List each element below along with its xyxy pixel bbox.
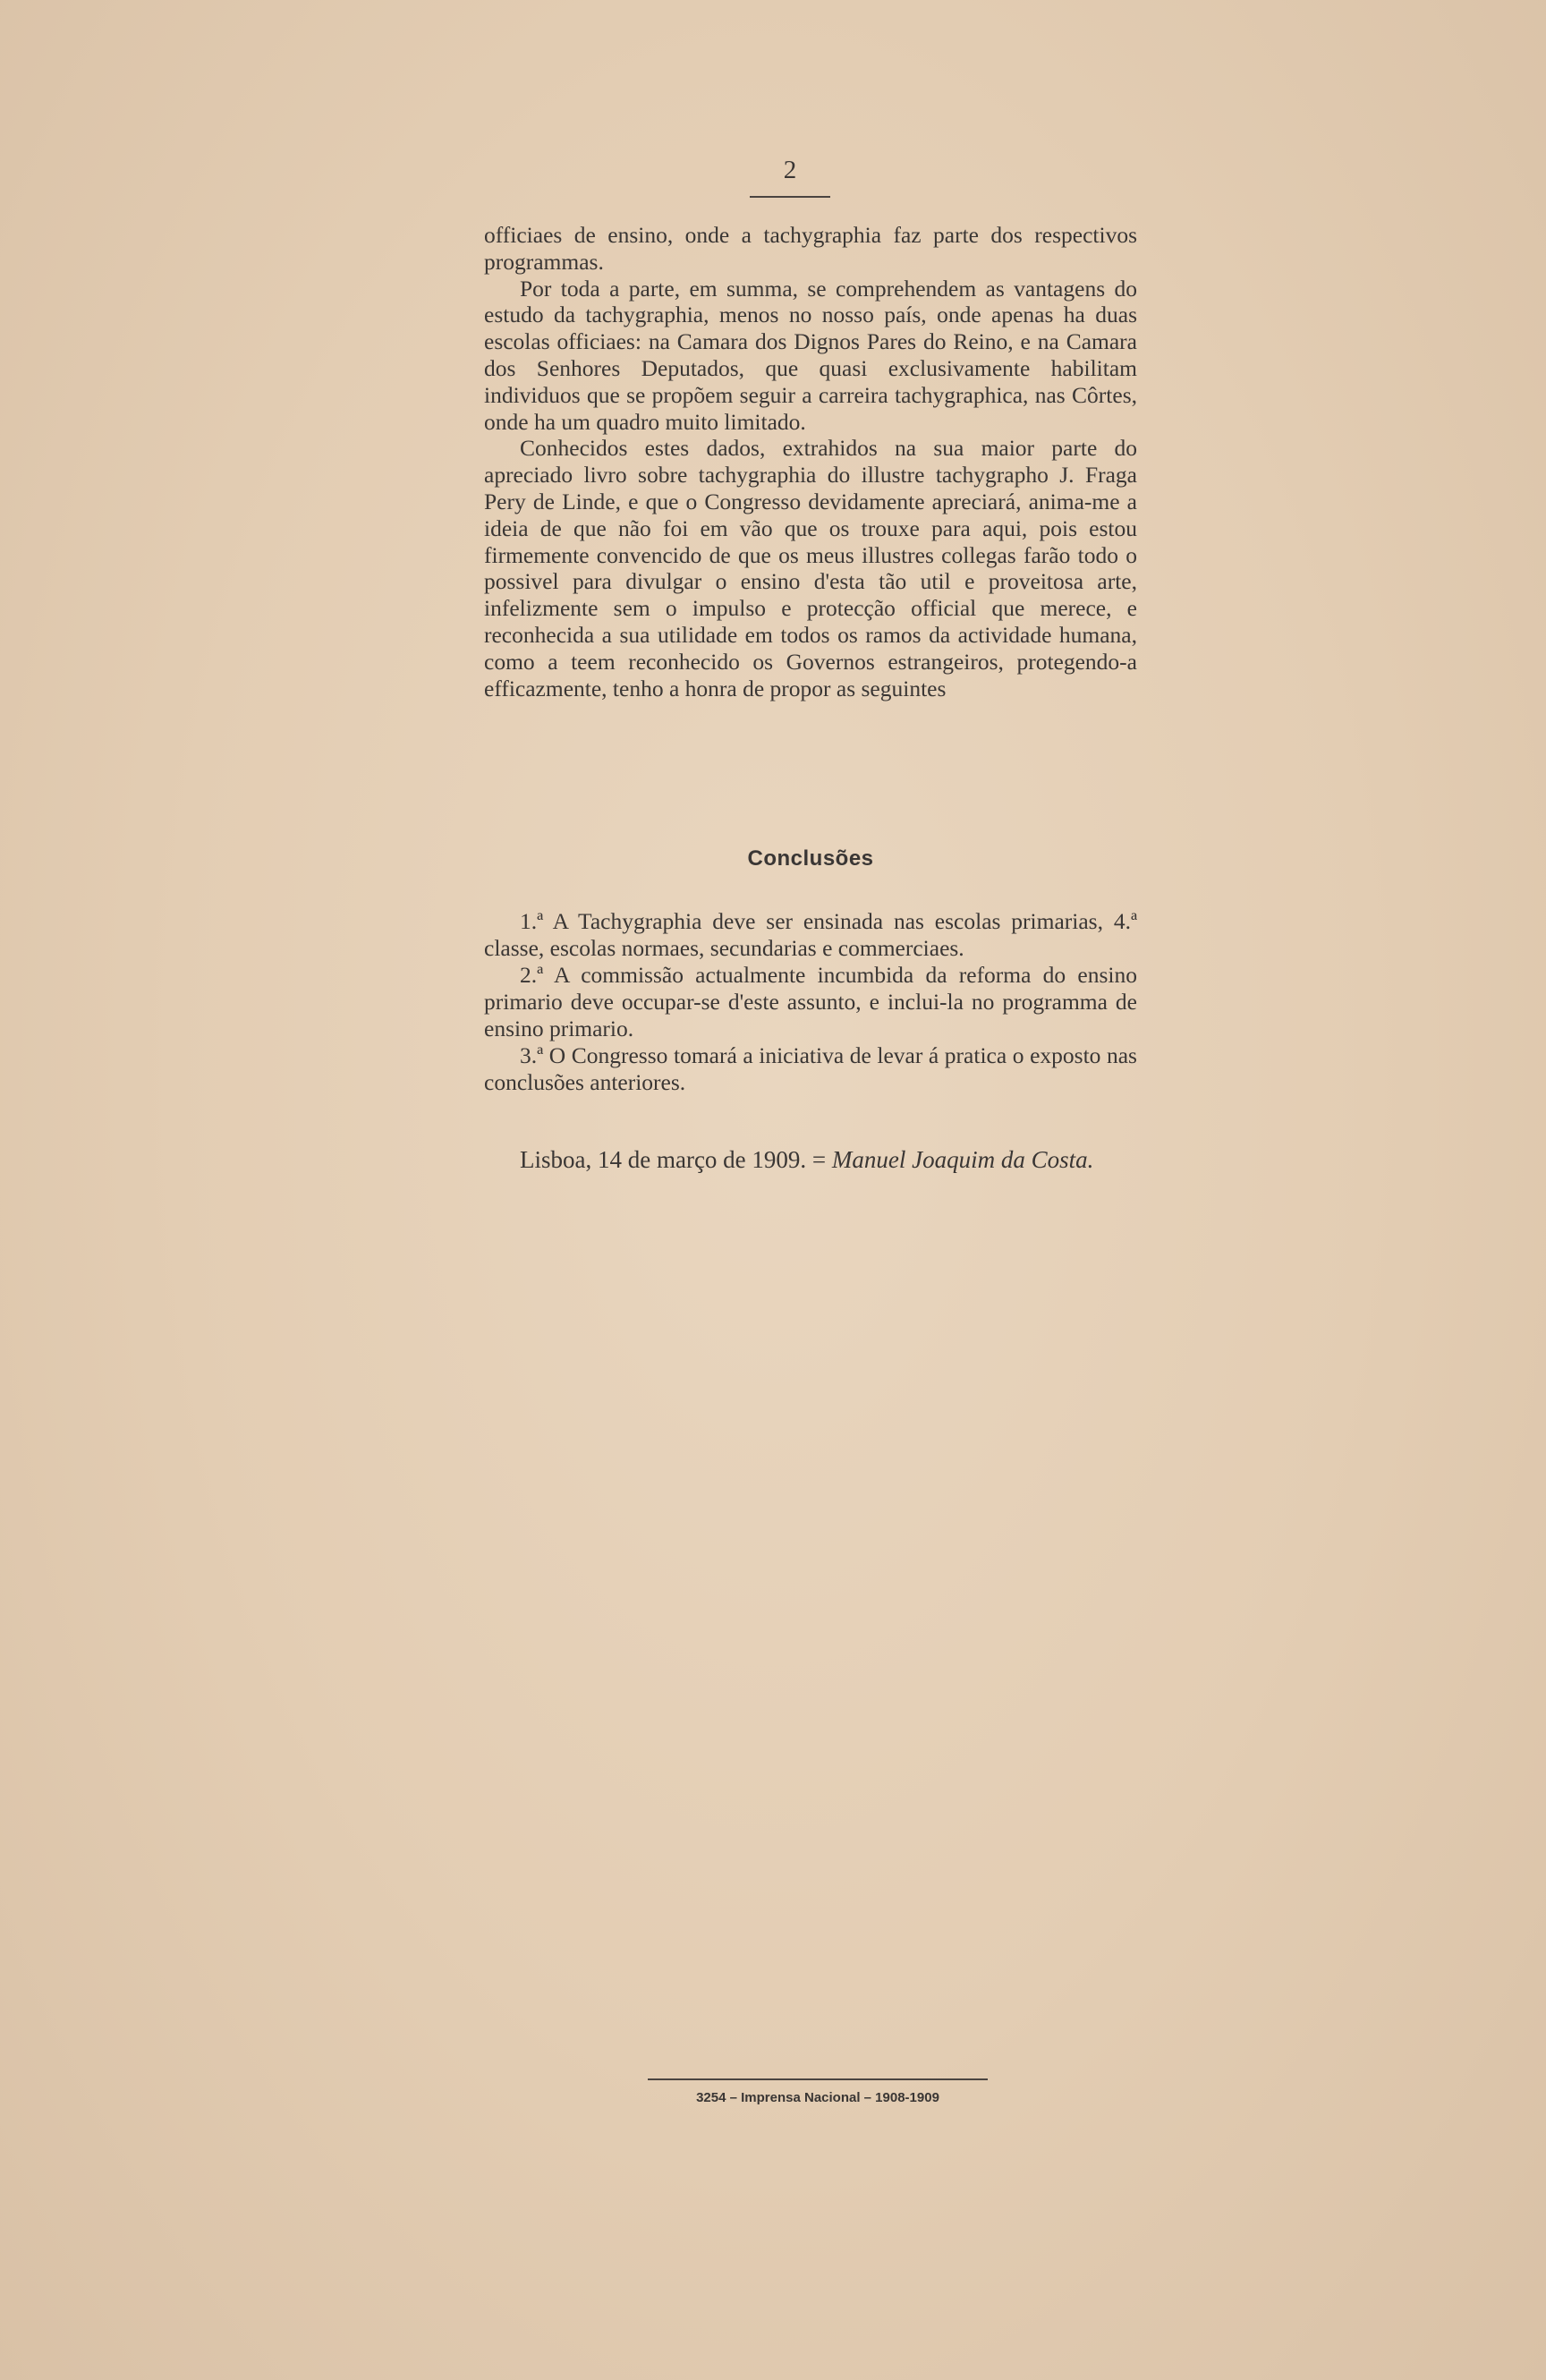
footer-rule [648,2078,988,2080]
conclusions-heading: Conclusões [747,846,874,871]
body-paragraph: Por toda a parte, em summa, se comprehendem as vantagens do estudo da tachygraphia, menos no nosso país, onde apenas ha duas escolas officiaes: na Camara dos Dignos Pares do Reino, e na Camara dos Senhores Deputados, que quasi exclusivamente habilitam individuos que se propõem seguir a carreira tachygraphica, nas Côrtes, onde ha um quadro muito limitado. [484,275,1137,435]
page-number-rule [750,196,830,198]
conclusion-item: 2.ª A commissão actualmente incumbida da reforma do ensino primario deve occupar-se d'este assunto, e inclui-la no programma de ensino primario. [484,962,1137,1041]
footer-imprint: 3254 – Imprensa Nacional – 1908-1909 [696,2090,939,2105]
body-paragraph: Conhecidos estes dados, extrahidos na sua maior parte do apreciado livro sobre tachygraphia do illustre tachygrapho J. Fraga Pery de Linde, e que o Congresso devidamente apreciará, anima-me a ideia de que não foi em vão que os trouxe para aqui, pois estou firmemente convencido de que os meus illustres collegas farão todo o possivel para divulgar o ensino d'esta tão util e proveitosa arte, infelizmente sem o impulso e protecção official que merece, e reconhecida a sua utilidade em todos os ramos da actividade humana, como a teem reconhecido os Governos estrangeiros, protegendo-a efficazmente, tenho a honra de propor as seguintes [484,435,1137,701]
conclusion-item: 1.ª A Tachygraphia deve ser ensinada nas escolas primarias, 4.ª classe, escolas normaes, secundarias e commerciaes. [484,908,1137,961]
body-paragraph: officiaes de ensino, onde a tachygraphia faz parte dos respectivos programmas. [484,222,1137,275]
place-date: Lisboa, 14 de março de 1909. = [520,1146,832,1173]
conclusions-list [484,908,1137,1096]
signer-name: Manuel Joaquim da Costa. [831,1146,1094,1173]
page-number: 2 [783,156,797,184]
body-text [484,222,1137,701]
conclusion-item: 3.ª O Congresso tomará a iniciativa de levar á pratica o exposto nas conclusões anteriores. [484,1042,1137,1095]
signature-line [484,1145,1137,1174]
